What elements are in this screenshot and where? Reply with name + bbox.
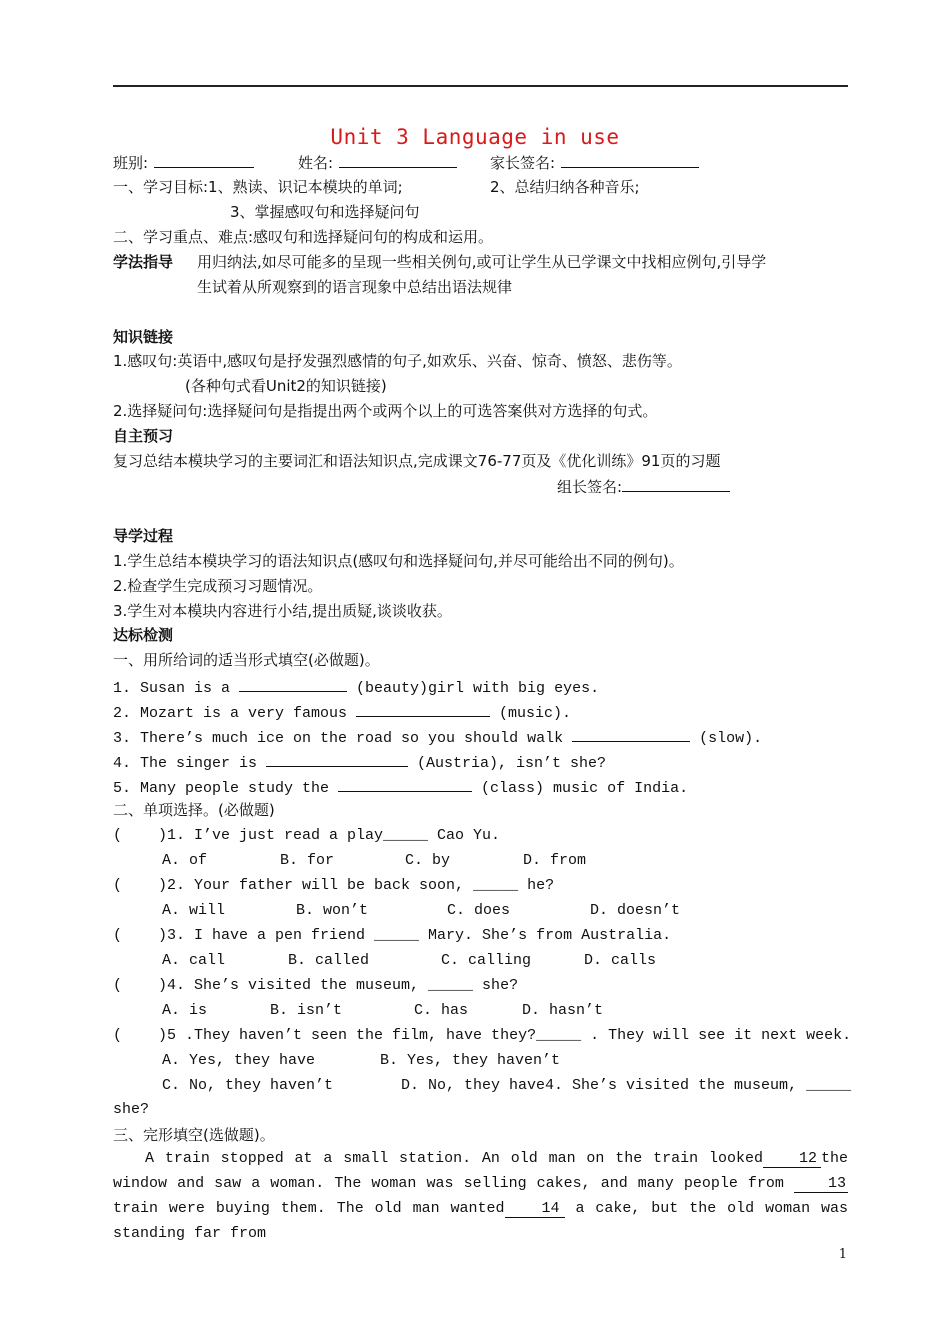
fill-question-1: 1. Susan is a (beauty)girl with big eyes. [113, 676, 599, 699]
method-line-2: 生试着从所观察到的语言现象中总结出语法规律 [197, 278, 513, 296]
mc-q2-option-b[interactable]: B. won’t [296, 902, 369, 919]
mc-q5-option-b[interactable]: B. Yes, they haven’t [380, 1052, 561, 1069]
mc-question-2: ( )2. Your father will be back soon, _____ he? [113, 877, 555, 894]
parent-sign-blank[interactable] [561, 152, 699, 168]
class-blank[interactable] [154, 152, 254, 168]
fill-blank-4[interactable] [266, 751, 408, 767]
fill-blank-2[interactable] [356, 701, 490, 717]
mc-q5-option-a[interactable]: A. Yes, they have [162, 1052, 316, 1069]
process-item-2: 2.检查学生完成预习习题情况。 [113, 577, 323, 595]
mc-q1-option-b[interactable]: B. for [280, 852, 335, 869]
mc-question-5: ( )5 .They haven’t seen the film, have they?_____ . They will see it next week. [113, 1027, 852, 1044]
fill-question-4: 4. The singer is (Austria), isn’t she? [113, 751, 606, 774]
part3-title: 三、完形填空(选做题)。 [113, 1126, 275, 1144]
fill-blank-5[interactable] [338, 776, 472, 792]
mc-question-3: ( )3. I have a pen friend _____ Mary. She’s from Australia. [113, 927, 672, 944]
fill-question-5: 5. Many people study the (class) music of India. [113, 776, 688, 799]
mc-q4-option-c[interactable]: C. has [414, 1002, 469, 1019]
page-number: 1 [838, 1247, 847, 1262]
header-class: 班别: [113, 152, 254, 173]
leader-sign-blank[interactable] [622, 476, 730, 492]
top-rule [113, 85, 848, 87]
process-item-1: 1.学生总结本模块学习的语法知识点(感叹句和选择疑问句,并尽可能给出不同的例句)。 [113, 552, 684, 570]
fill-blank-1[interactable] [239, 676, 347, 692]
cloze-passage: A train stopped at a small station. An old man on the train looked 12 the window and saw a woman. The woman was selling cakes, and many people from 13 train were buying them. The old man wanted 14 a cake, but the old woman was standing far from [113, 1150, 849, 1242]
mc-question-1: ( )1. I’ve just read a play_____ Cao Yu. [113, 827, 501, 844]
mc-q2-option-d[interactable]: D. doesn’t [590, 902, 681, 919]
focus-line: 二、学习重点、难点:感叹句和选择疑问句的构成和运用。 [113, 228, 494, 246]
goal-line-1a: 一、学习目标:1、熟读、识记本模块的单词; [113, 178, 403, 196]
part1-title: 一、用所给词的适当形式填空(必做题)。 [113, 651, 380, 669]
cloze-blank-13[interactable]: 13 [794, 1175, 848, 1193]
mc-q4-option-d[interactable]: D. hasn’t [522, 1002, 604, 1019]
leader-sign: 组长签名: [557, 476, 730, 497]
cloze-blank-14[interactable]: 14 [505, 1200, 565, 1218]
mc-q3-option-d[interactable]: D. calls [584, 952, 657, 969]
mc-q4-option-b[interactable]: B. isn’t [270, 1002, 343, 1019]
preview-heading: 自主预习 [113, 427, 174, 445]
knowledge-item-1-note: (各种句式看Unit2的知识链接) [185, 377, 387, 395]
name-blank[interactable] [339, 152, 457, 168]
mc-q4-option-a[interactable]: A. is [162, 1002, 208, 1019]
mc-q1-option-a[interactable]: A. of [162, 852, 208, 869]
fill-question-2: 2. Mozart is a very famous (music). [113, 701, 571, 724]
mc-q2-option-c[interactable]: C. does [447, 902, 511, 919]
mc-q5-option-d[interactable]: D. No, they have4. She’s visited the museum, _____ [401, 1077, 852, 1094]
process-heading: 导学过程 [113, 527, 174, 545]
mc-q1-option-d[interactable]: D. from [523, 852, 587, 869]
mc-q3-option-c[interactable]: C. calling [441, 952, 532, 969]
test-heading: 达标检测 [113, 626, 174, 644]
mc-q3-option-b[interactable]: B. called [288, 952, 370, 969]
header-name: 姓名: [298, 152, 457, 173]
method-line-1: 用归纳法,如尽可能多的呈现一些相关例句,或可让学生从已学课文中找相应例句,引导学 [197, 253, 767, 271]
part2-title: 二、单项选择。(必做题) [113, 801, 275, 819]
fill-blank-3[interactable] [572, 726, 690, 742]
page-title: Unit 3 Language in use [330, 125, 620, 149]
mc-q5-option-c[interactable]: C. No, they haven’t [162, 1077, 334, 1094]
knowledge-heading: 知识链接 [113, 328, 174, 346]
mc-q3-option-a[interactable]: A. call [162, 952, 226, 969]
cloze-blank-12[interactable]: 12 [763, 1150, 821, 1168]
mc-question-4: ( )4. She’s visited the museum, _____ she? [113, 977, 519, 994]
method-heading: 学法指导 [113, 253, 174, 271]
process-item-3: 3.学生对本模块内容进行小结,提出质疑,谈谈收获。 [113, 602, 452, 620]
mc-q5-tail: she? [113, 1101, 150, 1118]
mc-q1-option-c[interactable]: C. by [405, 852, 451, 869]
preview-text: 复习总结本模块学习的主要词汇和语法知识点,完成课文76-77页及《优化训练》91页的习题 [113, 452, 721, 470]
mc-q2-option-a[interactable]: A. will [162, 902, 226, 919]
knowledge-item-2: 2.选择疑问句:选择疑问句是指提出两个或两个以上的可选答案供对方选择的句式。 [113, 402, 658, 420]
header-parent: 家长签名: [490, 152, 699, 173]
knowledge-item-1: 1.感叹句:英语中,感叹句是抒发强烈感情的句子,如欢乐、兴奋、惊奇、愤怒、悲伤等。 [113, 352, 682, 370]
goal-line-1b: 2、总结归纳各种音乐; [490, 178, 640, 196]
fill-question-3: 3. There’s much ice on the road so you should walk (slow). [113, 726, 762, 749]
goal-line-2: 3、掌握感叹句和选择疑问句 [230, 203, 420, 221]
